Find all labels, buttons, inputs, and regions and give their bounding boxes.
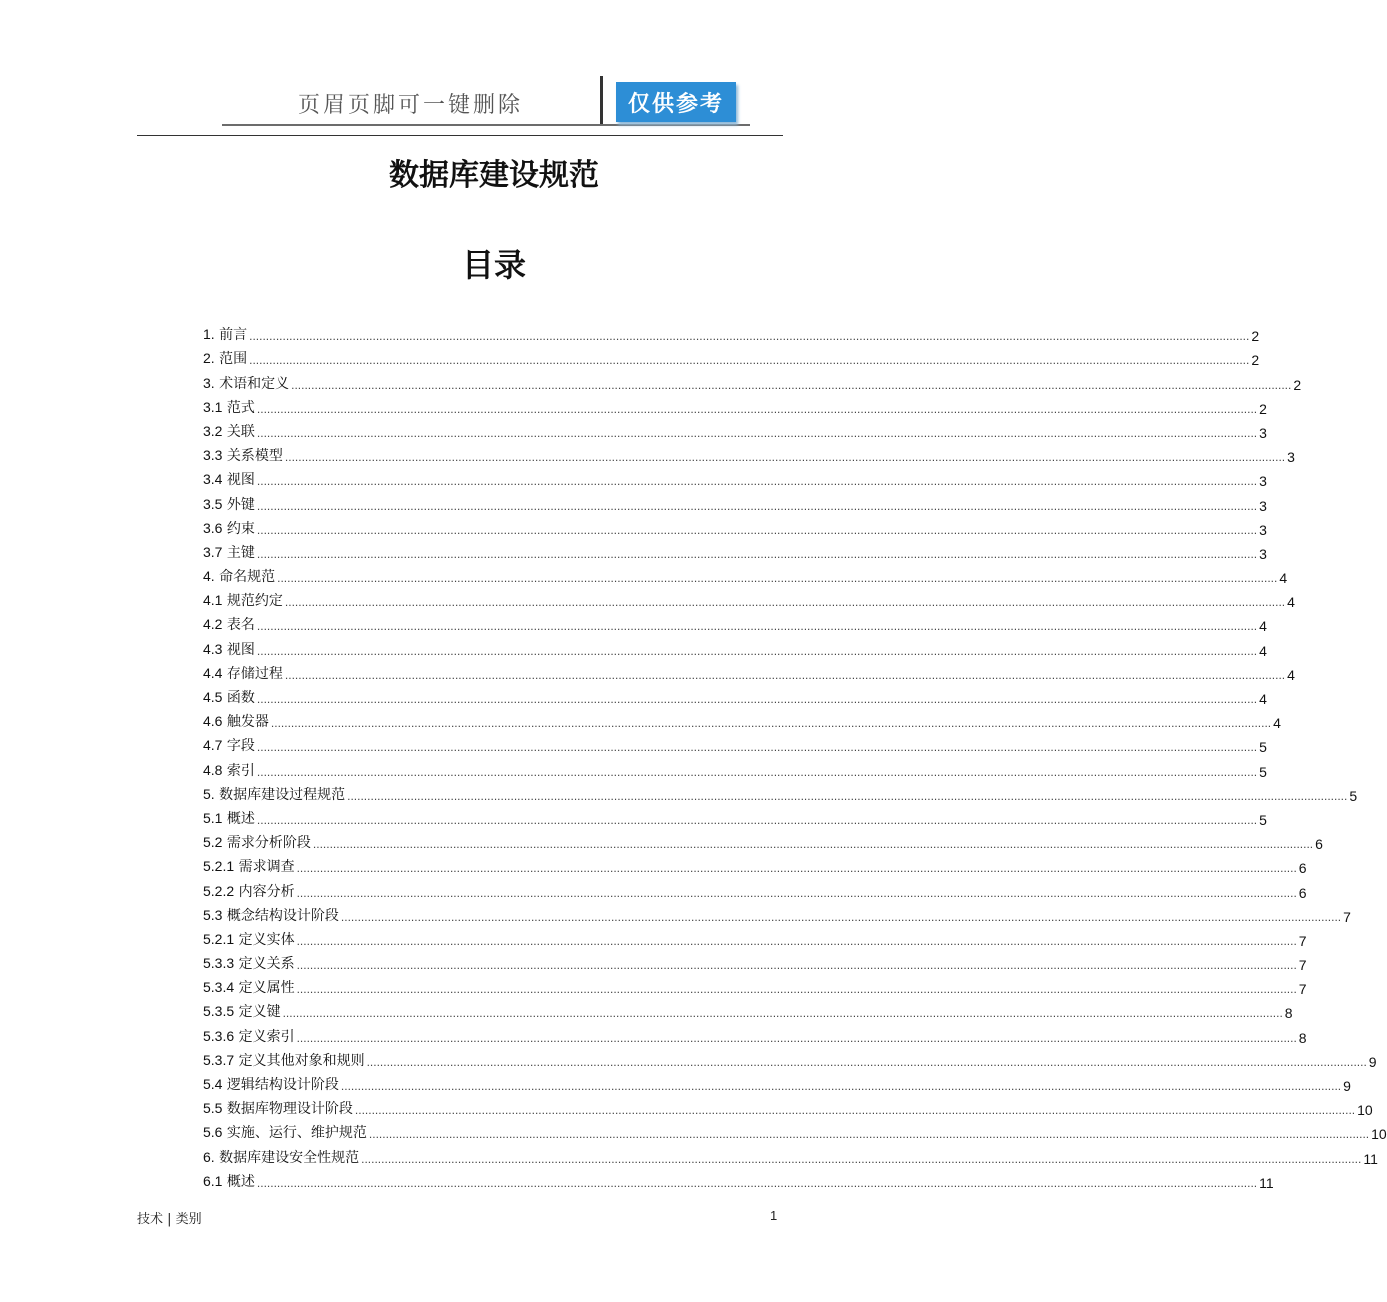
table-of-contents: [203, 320, 1387, 1191]
toc-entry-label: [203, 1050, 367, 1070]
toc-entry-text: 主键: [222, 544, 255, 561]
toc-entry-label: [203, 905, 341, 925]
toc-entry[interactable]: [203, 925, 1307, 949]
toc-entry-text: 字段: [222, 738, 255, 755]
toc-dot-leader: ............................................................................................................................................................................................................................................................................................................: [256, 498, 1258, 513]
toc-entry[interactable]: [203, 659, 1295, 683]
toc-dot-leader: ............................................................................................................................................................................................................................................................................................................: [296, 861, 1297, 876]
toc-entry[interactable]: [203, 1167, 1274, 1191]
toc-entry-number: 5.1: [203, 809, 223, 826]
toc-entry-page: 2: [1259, 400, 1267, 417]
toc-entry-text: 数据库建设过程规范: [214, 786, 346, 803]
toc-entry[interactable]: [203, 489, 1267, 514]
toc-entry[interactable]: [203, 804, 1267, 828]
toc-entry[interactable]: [203, 1070, 1351, 1094]
toc-entry-label: [203, 687, 257, 707]
toc-entry-page: 2: [1251, 352, 1260, 369]
header-underline: [222, 124, 750, 126]
toc-entry[interactable]: [203, 852, 1307, 877]
toc-entry-page: 7: [1298, 932, 1307, 949]
toc-entry[interactable]: [203, 755, 1267, 780]
toc-entry-text: 约束: [222, 520, 255, 537]
toc-entry-number: 5.3.3: [203, 955, 235, 972]
toc-entry-page: 9: [1343, 1078, 1351, 1094]
toc-dot-leader: ............................................................................................................................................................................................................................................................................................................: [284, 450, 1286, 465]
toc-entry[interactable]: [203, 1046, 1377, 1070]
toc-dot-leader: ............................................................................................................................................................................................................................................................................................................: [296, 933, 1297, 948]
toc-entry-page: 3: [1259, 497, 1267, 514]
toc-title: 目录: [461, 246, 526, 284]
toc-entry-number: 4.8: [203, 761, 223, 778]
toc-entry-label: [203, 639, 257, 659]
toc-entry-label: [203, 711, 271, 731]
toc-dot-leader: ............................................................................................................................................................................................................................................................................................................: [282, 1006, 1283, 1021]
toc-entry[interactable]: [203, 876, 1307, 901]
toc-entry[interactable]: [203, 417, 1267, 441]
toc-entry-page: 3: [1259, 545, 1267, 562]
toc-entry-page: 4: [1273, 715, 1281, 732]
footer-page-number: 1: [770, 1208, 778, 1223]
toc-entry-text: 定义其他对象和规则: [234, 1052, 365, 1069]
toc-entry[interactable]: [203, 1094, 1373, 1119]
toc-entry-page: 3: [1259, 424, 1267, 441]
toc-entry[interactable]: [203, 997, 1293, 1022]
toc-entry[interactable]: [203, 344, 1260, 369]
toc-dot-leader: ............................................................................................................................................................................................................................................................................................................: [291, 377, 1292, 392]
toc-entry[interactable]: [203, 320, 1260, 345]
toc-entry-text: 存储过程: [222, 665, 283, 682]
toc-entry-page: 9: [1368, 1053, 1377, 1070]
toc-entry[interactable]: [203, 562, 1288, 587]
toc-entry-page: 2: [1251, 328, 1260, 345]
toc-entry-page: 10: [1371, 1126, 1387, 1143]
toc-entry-text: 命名规范: [214, 569, 276, 586]
toc-entry-text: 范围: [214, 351, 248, 368]
toc-entry-label: [203, 518, 257, 538]
toc-entry-text: 触发器: [222, 714, 269, 731]
toc-entry-page: 5: [1259, 763, 1267, 780]
toc-entry-label: [203, 808, 257, 828]
toc-entry-label: [203, 977, 297, 997]
toc-entry-text: 数据库物理设计阶段: [222, 1101, 353, 1118]
toc-entry-page: 3: [1287, 449, 1295, 466]
toc-entry[interactable]: [203, 1021, 1307, 1046]
toc-entry-text: 定义属性: [234, 980, 295, 997]
toc-dot-leader: ............................................................................................................................................................................................................................................................................................................: [256, 764, 1258, 779]
toc-entry-text: 索引: [222, 762, 255, 779]
toc-entry[interactable]: [203, 610, 1267, 635]
toc-dot-leader: ............................................................................................................................................................................................................................................................................................................: [270, 716, 1272, 731]
toc-entry-label: [203, 469, 257, 489]
toc-entry[interactable]: [203, 393, 1267, 417]
toc-entry[interactable]: [203, 683, 1267, 707]
toc-entry-label: [203, 445, 285, 465]
footer-category: 技术 | 类别: [137, 1212, 202, 1227]
toc-entry-text: 定义索引: [234, 1028, 295, 1045]
toc-entry-number: 5.: [203, 785, 215, 802]
toc-entry-page: 8: [1284, 1005, 1293, 1022]
toc-entry-label: [203, 1074, 341, 1094]
toc-dot-leader: ............................................................................................................................................................................................................................................................................................................: [249, 353, 1250, 368]
toc-dot-leader: ............................................................................................................................................................................................................................................................................................................: [284, 595, 1286, 610]
toc-entry[interactable]: [203, 973, 1307, 998]
toc-entry[interactable]: [203, 514, 1267, 538]
toc-entry[interactable]: [203, 731, 1267, 756]
toc-entry-label: [203, 324, 249, 344]
toc-entry[interactable]: [203, 441, 1295, 466]
toc-entry-label: [203, 1026, 297, 1046]
header-rule: [137, 135, 783, 136]
toc-entry-number: 5.5: [203, 1100, 223, 1117]
toc-entry-text: 逻辑结构设计阶段: [222, 1077, 339, 1093]
toc-entry-label: [203, 735, 257, 755]
toc-entry-number: 5.3.4: [203, 979, 235, 996]
toc-entry-page: 5: [1349, 787, 1358, 804]
toc-entry-number: 5.2.1: [203, 930, 235, 947]
toc-entry-label: [203, 760, 257, 780]
toc-dot-leader: ............................................................................................................................................................................................................................................................................................................: [256, 425, 1258, 440]
toc-entry-label: [203, 421, 257, 441]
toc-entry-text: 实施、运行、维护规范: [222, 1125, 367, 1142]
toc-entry-number: 4.5: [203, 689, 223, 705]
toc-entry-number: 4.: [203, 568, 215, 585]
toc-entry-page: 4: [1287, 666, 1295, 683]
toc-entry-page: 7: [1298, 957, 1307, 974]
toc-dot-leader: ............................................................................................................................................................................................................................................................................................................: [296, 885, 1297, 900]
toc-entry-number: 3.6: [203, 519, 223, 536]
toc-entry-label: [203, 614, 257, 634]
toc-dot-leader: ............................................................................................................................................................................................................................................................................................................: [249, 329, 1250, 344]
toc-entry-number: 4.6: [203, 713, 223, 730]
header-divider: [600, 76, 603, 124]
toc-entry-text: 定义实体: [234, 931, 295, 948]
toc-entry-text: 关系模型: [222, 448, 283, 465]
toc-entry-number: 5.2.1: [203, 858, 235, 875]
toc-entry-number: 3.3: [203, 447, 223, 464]
toc-entry-number: 4.7: [203, 737, 223, 754]
toc-dot-leader: ............................................................................................................................................................................................................................................................................................................: [296, 958, 1297, 973]
toc-dot-leader: ............................................................................................................................................................................................................................................................................................................: [256, 522, 1258, 537]
toc-dot-leader: ............................................................................................................................................................................................................................................................................................................: [366, 1054, 1367, 1069]
toc-entry-number: 5.2: [203, 834, 223, 851]
toc-entry-number: 4.1: [203, 592, 223, 609]
toc-entry-label: [203, 348, 249, 368]
toc-entry-page: 4: [1279, 570, 1288, 587]
toc-entry-number: 3.2: [203, 422, 223, 439]
toc-entry-page: 5: [1259, 739, 1267, 756]
toc-entry[interactable]: [203, 634, 1267, 659]
toc-entry-page: 3: [1259, 521, 1267, 538]
toc-entry-number: 6.: [203, 1148, 215, 1165]
toc-entry[interactable]: [203, 707, 1281, 732]
toc-entry-label: [203, 494, 257, 514]
toc-entry-page: 6: [1298, 884, 1307, 901]
toc-entry[interactable]: [203, 780, 1358, 804]
toc-entry-text: 需求调查: [234, 859, 295, 876]
toc-entry-number: 3.7: [203, 543, 223, 560]
toc-dot-leader: ............................................................................................................................................................................................................................................................................................................: [277, 571, 1278, 586]
toc-entry-number: 6.1: [203, 1172, 223, 1189]
toc-entry-page: 2: [1293, 376, 1302, 393]
toc-entry-page: 7: [1343, 908, 1351, 925]
toc-entry-label: [203, 1147, 361, 1167]
toc-entry-text: 关联: [222, 423, 255, 440]
document-title: 数据库建设规范: [389, 158, 599, 193]
toc-entry-text: 规范约定: [222, 593, 283, 610]
toc-entry-text: 函数: [222, 690, 255, 706]
toc-entry-number: 3.4: [203, 471, 223, 488]
toc-dot-leader: ............................................................................................................................................................................................................................................................................................................: [256, 643, 1258, 658]
toc-entry-label: [203, 856, 297, 876]
toc-entry-page: 5: [1259, 811, 1267, 828]
toc-entry[interactable]: [203, 1118, 1387, 1143]
toc-dot-leader: ............................................................................................................................................................................................................................................................................................................: [256, 474, 1258, 489]
toc-dot-leader: ............................................................................................................................................................................................................................................................................................................: [354, 1103, 1356, 1118]
toc-entry-page: 4: [1287, 594, 1295, 611]
toc-entry-text: 表名: [222, 617, 255, 634]
toc-dot-leader: ............................................................................................................................................................................................................................................................................................................: [361, 1151, 1362, 1166]
toc-entry-text: 概念结构设计阶段: [222, 907, 339, 924]
page-header: [0, 0, 920, 140]
toc-entry-label: [203, 542, 257, 562]
toc-dot-leader: ............................................................................................................................................................................................................................................................................................................: [347, 788, 1348, 803]
toc-dot-leader: ............................................................................................................................................................................................................................................................................................................: [312, 837, 1314, 852]
toc-entry-label: [203, 397, 257, 417]
toc-entry-text: 外键: [222, 496, 255, 513]
toc-entry-label: [203, 1098, 355, 1118]
toc-dot-leader: ............................................................................................................................................................................................................................................................................................................: [256, 812, 1258, 827]
toc-entry-label: [203, 929, 297, 949]
header-text: 页眉页脚可一键删除: [298, 93, 524, 118]
toc-entry-number: 1.: [203, 326, 215, 343]
toc-entry-number: 3.5: [203, 495, 223, 512]
toc-entry[interactable]: [203, 586, 1295, 611]
toc-entry-label: [203, 1171, 257, 1191]
toc-dot-leader: ............................................................................................................................................................................................................................................................................................................: [256, 401, 1258, 416]
toc-entry-number: 5.2.2: [203, 882, 235, 899]
toc-entry-text: 范式: [222, 399, 255, 416]
toc-entry-text: 前言: [214, 327, 248, 344]
toc-entry-page: 4: [1259, 691, 1267, 707]
toc-entry-page: 4: [1259, 642, 1267, 659]
toc-entry-label: [203, 373, 291, 393]
toc-entry-number: 2.: [203, 350, 215, 367]
toc-entry-number: 5.3.6: [203, 1027, 235, 1044]
toc-entry-number: 5.3.7: [203, 1051, 235, 1068]
toc-entry-label: [203, 881, 297, 901]
toc-entry-text: 视图: [222, 641, 255, 658]
toc-entry-page: 4: [1259, 618, 1267, 635]
toc-entry-text: 视图: [222, 472, 255, 489]
toc-entry-label: [203, 784, 347, 804]
toc-entry-page: 11: [1259, 1174, 1274, 1191]
toc-entry-text: 内容分析: [234, 883, 295, 900]
toc-entry[interactable]: [203, 828, 1323, 853]
toc-entry-number: 5.6: [203, 1124, 223, 1141]
toc-dot-leader: ............................................................................................................................................................................................................................................................................................................: [296, 1030, 1297, 1045]
toc-dot-leader: ............................................................................................................................................................................................................................................................................................................: [256, 740, 1258, 755]
toc-entry-label: [203, 1001, 283, 1021]
toc-entry-text: 概述: [222, 810, 255, 827]
toc-entry-number: 5.4: [203, 1076, 223, 1092]
toc-dot-leader: ............................................................................................................................................................................................................................................................................................................: [296, 982, 1297, 997]
toc-entry-label: [203, 832, 313, 852]
toc-entry-text: 需求分析阶段: [222, 835, 311, 852]
toc-dot-leader: ............................................................................................................................................................................................................................................................................................................: [256, 1175, 1258, 1190]
toc-dot-leader: ............................................................................................................................................................................................................................................................................................................: [256, 619, 1258, 634]
toc-entry[interactable]: [203, 465, 1267, 490]
toc-entry-text: 数据库建设安全性规范: [214, 1149, 360, 1166]
toc-entry-label: [203, 590, 285, 610]
toc-entry-label: [203, 953, 297, 973]
toc-entry-label: [203, 1122, 369, 1142]
toc-entry-label: [203, 663, 285, 683]
toc-entry[interactable]: [203, 901, 1351, 925]
toc-dot-leader: ............................................................................................................................................................................................................................................................................................................: [368, 1127, 1370, 1142]
toc-dot-leader: ............................................................................................................................................................................................................................................................................................................: [340, 1079, 1342, 1093]
toc-entry[interactable]: [203, 1142, 1378, 1167]
toc-entry-text: 概述: [222, 1173, 255, 1190]
toc-entry-number: 5.3.5: [203, 1003, 235, 1020]
toc-dot-leader: ............................................................................................................................................................................................................................................................................................................: [340, 909, 1342, 924]
toc-entry-page: 11: [1363, 1150, 1378, 1167]
toc-entry-number: 5.3: [203, 906, 223, 923]
header-badge: 仅供参考: [616, 82, 736, 122]
toc-entry[interactable]: [203, 538, 1267, 562]
toc-entry-number: 4.3: [203, 640, 223, 657]
toc-entry-page: 3: [1259, 473, 1267, 490]
toc-entry[interactable]: [203, 368, 1302, 393]
toc-entry-page: 7: [1298, 981, 1307, 998]
toc-entry-page: 10: [1357, 1102, 1373, 1119]
toc-entry-number: 3.1: [203, 398, 223, 415]
toc-entry[interactable]: [203, 949, 1307, 974]
toc-entry-number: 3.: [203, 374, 215, 391]
toc-entry-text: 定义键: [234, 1004, 281, 1021]
toc-entry-text: 术语和定义: [214, 375, 290, 392]
toc-dot-leader: ............................................................................................................................................................................................................................................................................................................: [284, 667, 1286, 682]
toc-dot-leader: ............................................................................................................................................................................................................................................................................................................: [256, 546, 1258, 561]
toc-entry-page: 6: [1298, 860, 1307, 877]
toc-entry-page: 8: [1298, 1029, 1307, 1046]
toc-dot-leader: ............................................................................................................................................................................................................................................................................................................: [256, 692, 1258, 706]
toc-entry-text: 定义关系: [234, 956, 295, 973]
toc-entry-label: [203, 566, 277, 586]
toc-entry-number: 4.2: [203, 616, 223, 633]
toc-entry-number: 4.4: [203, 664, 223, 681]
toc-entry-page: 6: [1315, 836, 1323, 853]
